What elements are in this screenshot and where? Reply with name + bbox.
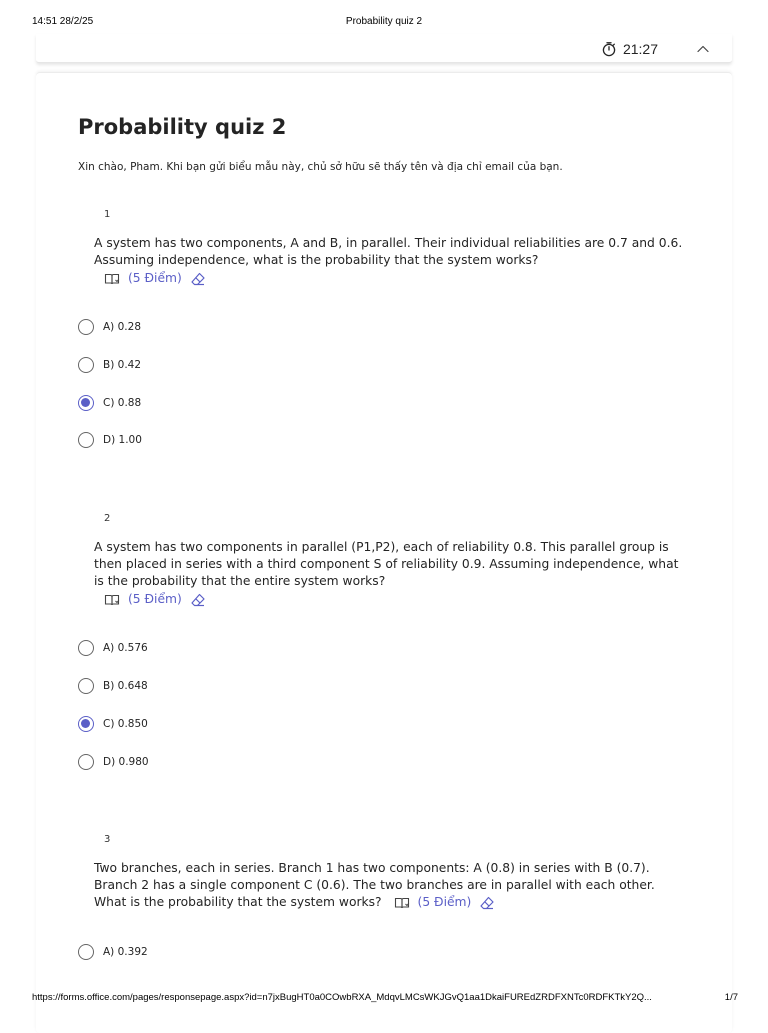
option-label: D) 0.980 [103, 756, 149, 768]
timer-display: 21:27 [622, 41, 658, 57]
print-datetime: 14:51 28/2/25 [32, 16, 94, 27]
immersive-reader-icon[interactable] [104, 593, 120, 607]
radio-button[interactable] [78, 357, 94, 373]
option-label: C) 0.850 [103, 718, 148, 730]
form-title: Probability quiz 2 [78, 115, 287, 139]
radio-button[interactable] [78, 944, 94, 960]
print-title: Probability quiz 2 [345, 16, 423, 27]
timer-group [601, 39, 710, 59]
question-text-container [94, 860, 684, 911]
option-q2-c[interactable] [78, 714, 148, 734]
radio-button[interactable] [78, 319, 94, 335]
radio-button[interactable] [78, 640, 94, 656]
form-description: Xin chào, Pham. Khi bạn gửi biểu mẫu này, chủ sở hữu sẽ thấy tên và địa chỉ email của bạn. [78, 161, 563, 173]
question-meta [394, 894, 496, 911]
print-footer [32, 992, 738, 1006]
option-label: B) 0.648 [103, 680, 148, 692]
eraser-icon[interactable] [190, 592, 206, 608]
stopwatch-icon [601, 41, 617, 57]
question-text: Two branches, each in series. Branch 1 has two components: A (0.8) in series with B (0.7). Branch 2 has a single component C (0.6). The two branches are in parallel with each other. What is the probability that the system works? [94, 861, 655, 909]
print-page-number: 1/7 [724, 992, 738, 1003]
question-number: 3 [104, 834, 111, 845]
option-label: D) 1.00 [103, 434, 142, 446]
option-q1-b[interactable] [78, 355, 141, 375]
option-q2-d[interactable] [78, 752, 149, 772]
print-url: https://forms.office.com/pages/responsepage.aspx?id=n7jxBugHT0a0COwbRXA_MdqvLMCsWKJGvQ1aa1DkaiFUREdZRDFXNTc0RDFKTkY2Q... [32, 992, 652, 1003]
question-meta [104, 591, 684, 608]
option-q1-d[interactable] [78, 430, 142, 450]
option-q1-c[interactable] [78, 393, 141, 413]
eraser-icon[interactable] [190, 271, 206, 287]
radio-button[interactable] [78, 432, 94, 448]
radio-button[interactable] [78, 754, 94, 770]
question-number: 2 [104, 513, 111, 524]
radio-button-selected[interactable] [78, 395, 94, 411]
question-points: (5 Điểm) [128, 271, 182, 285]
question-text-container [94, 539, 684, 608]
option-label: A) 0.392 [103, 946, 148, 958]
option-q2-a[interactable] [78, 638, 148, 658]
question-text: A system has two components, A and B, in parallel. Their individual reliabilities are 0.7 and 0.6. Assuming independence, what is the probability that the system works? [94, 236, 683, 267]
question-points: (5 Điểm) [128, 592, 182, 606]
radio-button[interactable] [78, 678, 94, 694]
question-points: (5 Điểm) [417, 895, 472, 909]
question-text-container [94, 235, 684, 287]
option-q3-a[interactable] [78, 942, 148, 962]
option-label: C) 0.88 [103, 397, 142, 409]
chevron-up-icon[interactable] [696, 42, 710, 56]
form-card [36, 72, 732, 1033]
option-label: A) 0.28 [103, 321, 141, 333]
question-meta [104, 270, 684, 287]
question-number: 1 [104, 209, 111, 220]
option-label: A) 0.576 [103, 642, 148, 654]
option-q1-a[interactable] [78, 317, 141, 337]
radio-button-selected[interactable] [78, 716, 94, 732]
option-q2-b[interactable] [78, 676, 148, 696]
eraser-icon[interactable] [479, 895, 495, 911]
timer-bar [36, 34, 732, 63]
immersive-reader-icon[interactable] [104, 272, 120, 286]
option-label: B) 0.42 [103, 359, 142, 371]
print-header [32, 16, 736, 30]
question-text: A system has two components in parallel (P1,P2), each of reliability 0.8. This parallel group is then placed in series with a third component S of reliability 0.9. Assuming independence, what is the probability that the entire system works? [94, 540, 679, 588]
immersive-reader-icon[interactable] [394, 896, 410, 910]
